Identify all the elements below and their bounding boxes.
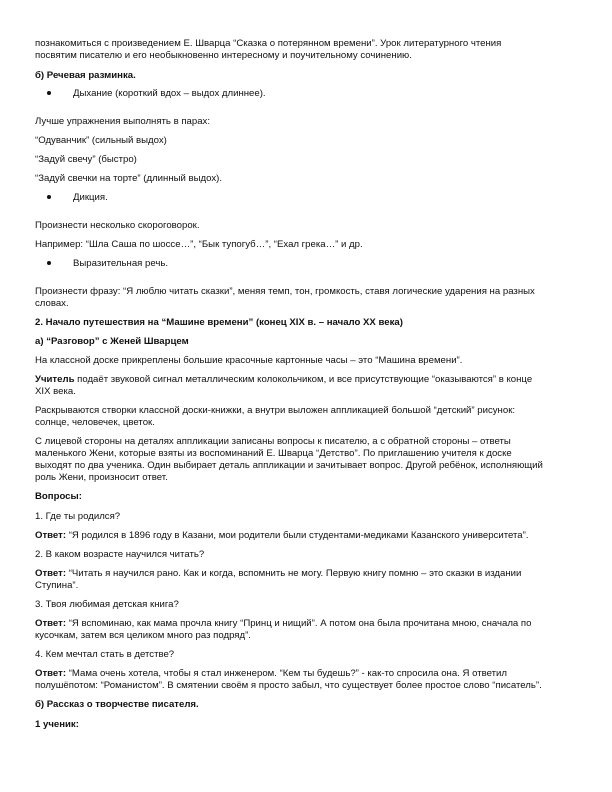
- answer-text: “Мама очень хотела, чтобы я стал инженером. “Кем ты будешь?” - как-то спросила она. Я ответил: [66, 668, 507, 679]
- tongue-twisters-note: Произнести несколько скороговорок.: [35, 220, 200, 231]
- intro-line-1: познакомиться с произведением Е. Шварца “Сказка о потерянном времени”. Урок литературного чтения: [35, 38, 502, 49]
- answer-4-line-2: полушёпотом: “Романистом”. В смятении своём я просто забыл, что существует более простое слово “писатель”.: [35, 680, 542, 691]
- answer-3-line-2: кусочкам, затем вся целиком много раз подряд”.: [35, 630, 251, 641]
- board-line-1: Раскрываются створки классной доски-книжки, а внутри выложен аппликацией большой “детский” рисунок:: [35, 405, 516, 416]
- phrase-line-2: словах.: [35, 298, 69, 309]
- teacher-text: подаёт звуковой сигнал металлическим колокольчиком, и все присутствующие “оказываются” в конце: [74, 374, 533, 385]
- answer-2-line-1: [35, 568, 521, 580]
- example-line: Например: “Шла Саша по шоссе…”, “Бык тупогуб…”, “Ехал грека…” и др.: [35, 239, 363, 250]
- question-3: 3. Твоя любимая детская книга?: [35, 599, 179, 610]
- section-2-heading: 2. Начало путешествия на “Машине времени” (конец XIX в. – начало XX века): [35, 317, 403, 328]
- answer-label: Ответ:: [35, 568, 67, 579]
- answer-4-line-1: [35, 668, 507, 680]
- application-line-3: выходят по два ученика. Один выбирает деталь аппликации и зачитывает вопрос. Другой ребёнок, исполняющий: [35, 460, 543, 471]
- question-2: 2. В каком возрасте научился читать?: [35, 549, 205, 560]
- answer-1: [35, 530, 528, 542]
- story-heading: б) Рассказ о творчестве писателя.: [35, 699, 199, 710]
- answer-label: Ответ:: [35, 618, 67, 629]
- intro-line-2: посвятим писателю и его необыкновенно интересному и поучительному сочинению.: [35, 50, 412, 61]
- teacher-line-1: [35, 374, 532, 386]
- diction-item: Дикция.: [73, 192, 108, 203]
- breathing-item: Дыхание (короткий вдох – выдох длиннее).: [73, 88, 266, 99]
- answer-text: “Читать я научился рано. Как и когда, вспомнить не могу. Первую книгу помню – это сказки в издании: [66, 568, 522, 579]
- question-1: 1. Где ты родился?: [35, 511, 121, 522]
- pairs-note: Лучше упражнения выполнять в парах:: [35, 116, 211, 127]
- bullet-icon: [46, 88, 52, 94]
- expressive-item: Выразительная речь.: [73, 258, 169, 269]
- bullet-icon: [46, 192, 52, 198]
- application-line-2: маленького Жени, которые взяты из воспоминаний Е. Шварца “Детство”. По приглашению учителя к доске: [35, 448, 512, 459]
- questions-heading: Вопросы:: [35, 491, 82, 502]
- exercise-3: “Задуй свечки на торте” (длинный выдох).: [35, 173, 223, 184]
- talk-heading: а) “Разговор” с Женей Шварцем: [35, 336, 189, 347]
- warmup-heading: б) Речевая разминка.: [35, 70, 136, 81]
- teacher-label: Учитель: [35, 374, 75, 385]
- board-line-2: солнце, человечек, цветок.: [35, 417, 155, 428]
- answer-label: Ответ:: [35, 530, 67, 541]
- answer-text: “Я вспоминаю, как мама прочла книгу “Принц и нищий”. А потом она была прочитана мною, сначала по: [66, 618, 532, 629]
- answer-3-line-1: [35, 618, 531, 630]
- answer-text: “Я родился в 1896 году в Казани, мои родители были студентами-медиками Казанского университета”.: [66, 530, 529, 541]
- teacher-line-2: XIX века.: [35, 386, 76, 397]
- question-4: 4. Кем мечтал стать в детстве?: [35, 649, 175, 660]
- exercise-2: “Задуй свечу” (быстро): [35, 154, 137, 165]
- application-line-1: С лицевой стороны на деталях аппликации записаны вопросы к писателю, а с обратной стороны – ответы: [35, 436, 511, 447]
- answer-2-line-2: Ступина”.: [35, 580, 79, 591]
- phrase-line-1: Произнести фразу: “Я люблю читать сказки”, меняя темп, тон, громкость, ставя логические ударения на разных: [35, 286, 535, 297]
- application-line-4: роль Жени, произносит ответ.: [35, 472, 168, 483]
- clock-paragraph: На классной доске прикреплены большие красочные картонные часы – это “Машина времени”.: [35, 355, 463, 366]
- answer-label: Ответ:: [35, 668, 67, 679]
- exercise-1: “Одуванчик” (сильный выдох): [35, 135, 167, 146]
- bullet-icon: [46, 258, 52, 264]
- student-heading: 1 ученик:: [35, 719, 79, 730]
